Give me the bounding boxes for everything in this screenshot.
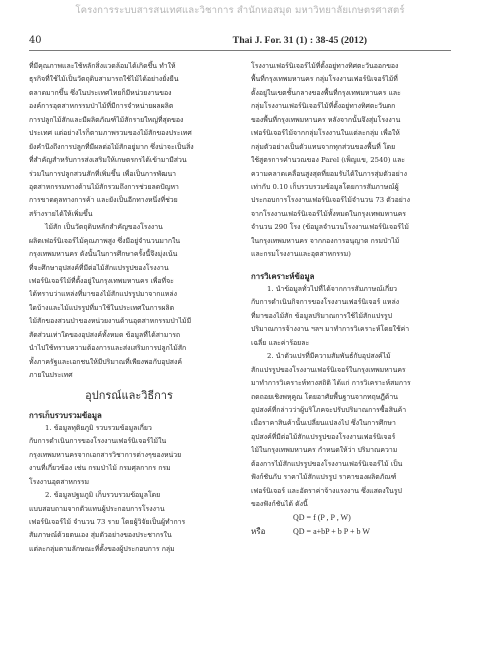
section-title: อุปกรณ์และวิธีการ bbox=[85, 388, 173, 402]
text-line: จากโรงงานเฟอร์นิเจอร์ไม้ทั้งหมดในกรุงเทพมหานคร bbox=[251, 209, 407, 218]
text-line: 2. นำตัวแปรที่มีความสัมพันธ์กับอุปสงค์ไม้ bbox=[267, 352, 391, 361]
text-line: ได้ทราบว่าแหล่งที่มาของไม้สักแปรรูปมาจากแหล่ง bbox=[29, 290, 177, 299]
text-line: แต่ละกลุ่มตามลักษณะที่ตั้งของผู้ประกอบการ กลุ่ม bbox=[29, 544, 175, 553]
text-line: ต้องการไม้สักแปรรูปของโรงงานเฟอร์นิเจอร์ไม้ เป็น bbox=[251, 459, 403, 468]
text-line: ปริมาณการจ้างงาน ฯลฯ มาทำการวิเคราะห์โดยใช้ค่า bbox=[251, 325, 410, 334]
text-line: ที่จะศึกษาอุปสงค์ที่มีต่อไม้สักแปรรูปของโรงงาน bbox=[29, 263, 169, 272]
text-line: เฟอร์นิเจอร์ไม้ที่ตั้งอยู่ในกรุงเทพมหานคร เพื่อที่จะ bbox=[29, 277, 174, 285]
page-header bbox=[29, 35, 451, 49]
text-line: เฟอร์นิเจอร์ และอัตราค่าจ้างแรงงาน ซึ่งแสดงในรูป bbox=[251, 486, 402, 495]
text-line: กับการดำเนินกิจการของโรงงานเฟอร์นิเจอร์ แหล่ง bbox=[251, 298, 400, 307]
text-line: กลุ่มตัวอย่างเป็นตัวแทนจากทุกส่วนของพื้นที่ โดย bbox=[251, 142, 396, 151]
text-line: ไม้ในกรุงเทพมหานคร กำหนดให้ว่า ปริมาณความ bbox=[251, 446, 398, 455]
analysis-item-2 bbox=[251, 350, 451, 511]
text-line: เฟอร์นิเจอร์ไม้จากกลุ่มโรงงานในแต่ละกลุ่ม เพื่อให้ bbox=[251, 129, 400, 138]
text-line: งานที่เกี่ยวข้อง เช่น กรมป่าไม้ กรมศุลกากร กรม bbox=[29, 464, 171, 473]
text-line: ภายในประเทศ bbox=[29, 371, 73, 380]
text-line: อุปสงค์ที่กล่าวว่าผู้บริโภคจะปรับปริมาณการซื้อสินค้า bbox=[251, 405, 407, 414]
journal-citation: Thai J. For. 31 (1) : 38-45 (2012) bbox=[232, 35, 367, 46]
text-line: สักแปรรูปของโรงงานเฟอร์นิเจอร์ในกรุงเทพมหานคร bbox=[251, 365, 406, 374]
primary-data-item bbox=[29, 489, 229, 556]
watermark: โครงการระบบสารสนเทศและวิชาการ สำนักหอสมุด มหาวิทยาลัยเกษตรศาสตร์ bbox=[75, 5, 405, 16]
demand-equation bbox=[251, 511, 451, 525]
header-rule bbox=[29, 50, 451, 51]
text-line: เฟอร์นิเจอร์ไม้ จำนวน 73 ราย โดยผู้วิจัยเป็นผู้ทำการ bbox=[29, 518, 186, 526]
text-line: ธุรกิจที่ใช้ไม้เป็นวัตถุดิบสามารถใช้ไม้ได้อย่างยั่งยืน bbox=[29, 75, 179, 84]
text-line: กับการดำเนินการของโรงงานเฟอร์นิเจอร์ไม้ใน bbox=[29, 437, 167, 446]
text-line: กรุงเทพมหานครจากเอกสารวิชาการต่างๆของหน่วย bbox=[29, 450, 182, 459]
text-line: พื้นที่กรุงเทพมหานคร กลุ่มโรงงานเฟอร์นิเจอร์ไม้ที่ bbox=[251, 75, 398, 84]
text-line: และกรมโรงงานและอุตสาหกรรม) bbox=[251, 250, 351, 259]
text-line: ของฟังก์ชันได้ ดังนี้ bbox=[251, 500, 308, 508]
text-line: ประกอบการโรงงานเฟอร์นิเจอร์ไม้จำนวน 73 ตัวอย่าง bbox=[251, 196, 411, 205]
text-line: นำไปใช้ทราบความต้องการและส่งเสริมการปลูกไม้สัก bbox=[29, 344, 187, 353]
analysis-item-1 bbox=[251, 283, 451, 350]
text-line: สัดส่วนเท่าใดของอุปสงค์ทั้งหมด ข้อมูลที่ได้สามารถ bbox=[29, 330, 181, 339]
text-line: ความคลาดเคลื่อนสูงสุดที่ยอมรับได้ในการสุ่มตัวอย่าง bbox=[251, 169, 407, 178]
intro-paragraph bbox=[29, 60, 229, 221]
teak-paragraph bbox=[29, 221, 229, 382]
text-line: สัมภาษณ์ด้วยตนเอง สุ่มตัวอย่างของประชากรใน bbox=[29, 531, 172, 540]
text-line: ผลิตเฟอร์นิเจอร์ไม้คุณภาพสูง ซึ่งมีอยู่จำนวนมากใน bbox=[29, 236, 181, 245]
text-line: อุปสงค์ที่มีต่อไม้สักแปรรูปของโรงงานเฟอร์นิเจอร์ bbox=[251, 432, 396, 441]
text-line: ในกรุงเทพมหานคร จากกองการอนุญาต กรมป่าไม้ bbox=[251, 236, 400, 245]
text-line: สร้างรายได้ให้เพิ่มขึ้น bbox=[29, 209, 93, 218]
text-line: ประเทศ แต่อย่างไรก็ตามภาพรวมของไม้สักของประเทศ bbox=[29, 129, 192, 138]
equation-text: QD = a+bP + b P + b W bbox=[293, 527, 370, 537]
text-line: 1. ข้อมูลทุติยภูมิ รวบรวมข้อมูลเกี่ยว bbox=[45, 423, 152, 432]
text-line: ไม้สัก เป็นวัตถุดิบหลักสำคัญของโรงงาน bbox=[45, 223, 163, 232]
text-line: ร่วมในการปลูกสวนสักที่เพิ่มขึ้น เพื่อเป็นการพัฒนา bbox=[29, 169, 177, 178]
text-line: แบบสอบถามจากตัวแทนผู้ประกอบการโรงงาน bbox=[29, 504, 165, 513]
spacer bbox=[251, 262, 451, 270]
text-line: ไม้สักของสวนป่าของหน่วยงานด้านอุตสาหกรรมป่าไม้มี bbox=[29, 317, 192, 326]
subsection-title: การเก็บรวบรวมข้อมูล bbox=[29, 410, 102, 420]
secondary-data-item bbox=[29, 422, 229, 489]
text-line: องค์การอุตสาหกรรมป่าไม้ที่มีการจำหน่ายผลผลิต bbox=[29, 102, 174, 111]
text-line: โรงงานเฟอร์นิเจอร์ไม้ที่ตั้งอยู่ทางทิศตะวันออกของ bbox=[251, 62, 399, 70]
text-line: อุตสาหกรรมทางด้านไม้สักรวมถึงการช่วยลดปัญหา bbox=[29, 182, 179, 191]
text-line: เท่ากับ 0.10 เก็บรวบรวมข้อมูลโดยการสัมภาษณ์ผู้ bbox=[251, 182, 399, 191]
sampling-paragraph bbox=[251, 60, 451, 262]
text-line: เฉลี่ย และค่าร้อยละ bbox=[251, 338, 310, 347]
text-line: การปลูกไม้สักและมีผลิตภัณฑ์ไม้สักรายใหญ่ที่สุดของ bbox=[29, 115, 184, 124]
text-line: ฟังก์ชันกับ ราคาไม้สักแปรรูป ราคาของผลิตภัณฑ์ bbox=[251, 473, 397, 482]
text-line: กลุ่มโรงงานเฟอร์นิเจอร์ไม้ที่ตั้งอยู่ทางทิศตะวันตก bbox=[251, 102, 396, 111]
text-line: ทั้งภาครัฐและเอกชนให้มีปริมาณที่เพียงพอกับอุปสงค์ bbox=[29, 357, 182, 366]
equation-label: หรือ bbox=[251, 527, 266, 537]
page-number: 40 bbox=[29, 35, 42, 46]
text-line: ตั้งอยู่ในเขตชั้นกลางของพื้นที่กรุงเทพมหานคร และ bbox=[251, 88, 401, 97]
text-line: กรุงเทพมหานคร ดังนั้นในการศึกษาครั้งนี้จึงมุ่งเน้น bbox=[29, 250, 178, 259]
text-line: ถดถอยเชิงพหุคูณ โดยอาศัยพื้นฐานจากทฤษฎีด้าน bbox=[251, 392, 398, 401]
text-line: จำนวน 290 โรง (ข้อมูลจำนวนโรงงานเฟอร์นิเจอร์ไม้ bbox=[251, 223, 409, 232]
text-line: ที่มีคุณภาพและใช้หลักสิ่งแวดล้อมได้เกิดขึ้น ทำให้ bbox=[29, 62, 176, 70]
text-line: ตลาดมากขึ้น ซึ่งในประเทศไทยก็มีหน่วยงานของ bbox=[29, 88, 172, 97]
text-line: ที่มาของไม้สัก ข้อมูลปริมาณการใช้ไม้สักแปรรูป bbox=[251, 311, 392, 320]
text-line: 1. นำข้อมูลทั่วไปที่ได้จากการสัมภาษณ์เกี่ยว bbox=[267, 285, 398, 293]
text-line: ยังคำนึงถึงการปลูกที่มีผลต่อไม้สักอยู่มาก ซึ่งน่าจะเป็นสิ่ง bbox=[29, 142, 194, 151]
right-column bbox=[251, 60, 451, 539]
text-line: 2. ข้อมูลปฐมภูมิ เก็บรวบรวมข้อมูลโดย bbox=[45, 491, 161, 500]
text-line: การขาดดุลทางการค้า และยังเป็นอีกทางหนึ่งที่ช่วย bbox=[29, 196, 178, 205]
text-line: ใดบ้างและไม้แปรรูปที่มาใช้ในประเทศในการผลิต bbox=[29, 303, 175, 312]
regression-equation bbox=[251, 525, 451, 539]
text-line: โรงงานอุตสาหกรรม bbox=[29, 477, 90, 486]
equation-text: QD = f (P , P , W) bbox=[293, 513, 351, 523]
subsection-title: การวิเคราะห์ข้อมูล bbox=[251, 271, 315, 281]
text-line: มาทำการวิเคราะห์ทางสถิติ ได้แก่ การวิเคราะห์สมการ bbox=[251, 379, 411, 388]
text-line: เมื่อราคาสินค้านั้นเปลี่ยนแปลงไป ซึ่งในการศึกษา bbox=[251, 419, 396, 428]
text-line: ที่สำคัญสำหรับการส่งเสริมให้เกษตรกรได้เข้ามามีส่วน bbox=[29, 156, 187, 165]
text-line: ใช้สูตรการคำนวณของ Parel (เพ็ญแข, 2540) และ bbox=[251, 156, 405, 165]
left-column bbox=[29, 60, 229, 556]
text-line: ของพื้นที่กรุงเทพมหานคร หลังจากนั้นจึงสุ่มโรงงาน bbox=[251, 115, 401, 124]
